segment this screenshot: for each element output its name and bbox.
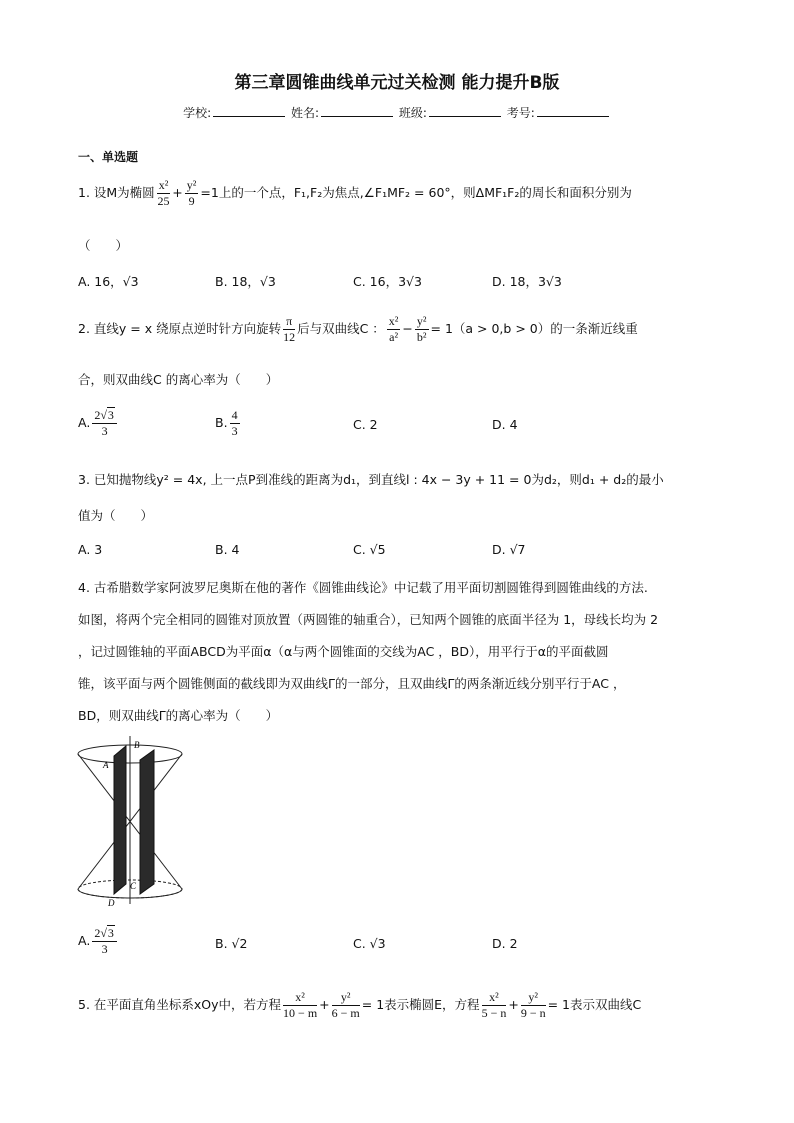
section-heading: 一、单选题: [78, 150, 139, 164]
class-blank[interactable]: [429, 106, 501, 117]
question-3: 3. 已知抛物线y² = 4x, 上一点P到准线的距离为d₁，到直线l : 4x − 3y + 11 = 0为d₂，则d₁ + d₂的最小: [78, 472, 664, 487]
q4-line-2: 如图，将两个完全相同的圆锥对顶放置（两圆锥的轴重合），已知两个圆锥的底面半径为 1，母线长均为 2: [78, 612, 659, 627]
q5-text-b: = 1表示椭圆E，方程: [361, 997, 480, 1012]
q3-text-b: 值为（ ）: [78, 508, 154, 523]
q4-option-d[interactable]: D. 2: [492, 936, 518, 951]
q4-line-3: ，记过圆锥轴的平面ABCD为平面α（α与两个圆锥面的交线为AC ，BD），用平行于α的平面截圆: [78, 644, 609, 659]
q5-text-c: = 1表示双曲线C: [547, 997, 642, 1012]
q2-text-a: 2. 直线y = x 绕原点逆时针方向旋转: [78, 321, 282, 336]
school-blank[interactable]: [213, 106, 285, 117]
label-b: B: [134, 740, 140, 750]
q3-option-c[interactable]: C. √5: [353, 542, 386, 557]
q4-option-a[interactable]: A. $\frac{2√3}{3}$: [78, 926, 119, 957]
q3-option-b[interactable]: B. 4: [215, 542, 240, 557]
double-cone-figure: [70, 734, 190, 912]
q1-option-b[interactable]: B. 18，√3: [215, 274, 276, 289]
q2-option-c[interactable]: C. 2: [353, 417, 378, 432]
label-a: A: [103, 760, 109, 770]
q4-option-a-label: A.: [78, 933, 91, 948]
q2-option-d[interactable]: D. 4: [492, 417, 518, 432]
number-label: 考号:: [506, 106, 535, 120]
name-blank[interactable]: [321, 106, 393, 117]
q2-text-b: 后与双曲线C ：: [297, 321, 385, 336]
number-blank[interactable]: [537, 106, 609, 117]
q1-text-a: 1. 设M为椭圆: [78, 185, 155, 200]
q4-line-5: BD，则双曲线Γ的离心率为（ ）: [78, 708, 279, 723]
q1-option-c[interactable]: C. 16，3√3: [353, 274, 422, 289]
q5-text-a: 5. 在平面直角坐标系xOy中，若方程: [78, 997, 282, 1012]
q4-line-1: 4. 古希腊数学家阿波罗尼奥斯在他的著作《圆锥曲线论》中记载了用平面切割圆锥得到圆锥曲线的方法.: [78, 580, 648, 595]
q2-text-d: 合，则双曲线C 的离心率为（ ）: [78, 372, 279, 387]
q2-option-b[interactable]: B. $\frac{4}{3}$: [215, 408, 238, 438]
q3-option-d[interactable]: D. √7: [492, 542, 526, 557]
name-label: 姓名:: [291, 106, 320, 120]
school-label: 学校:: [183, 106, 212, 120]
label-d: D: [108, 898, 115, 908]
question-2: 2. 直线y = x 绕原点逆时针方向旋转 $\frac{\pi}{12}$ 后与双曲线C ： $\frac{\text{x²}}{\text{a²}}$ − $\frac{\text{y²}}{\text{b²}}$ = 1（a > 0,b > 0）的一条渐近线重: [78, 314, 638, 344]
q2-option-a[interactable]: A. $\frac{2√3}{3}$: [78, 408, 119, 439]
q1-text-b: 上的一个点，F₁,F₂为焦点,∠F₁MF₂ = 60°，则ΔMF₁F₂的周长和面积分别为: [218, 185, 632, 200]
q4-option-c[interactable]: C. √3: [353, 936, 386, 951]
label-c: C: [130, 881, 137, 891]
student-info: [0, 104, 794, 121]
q1-option-a[interactable]: A. 16，√3: [78, 274, 139, 289]
question-5: 5. 在平面直角坐标系xOy中，若方程 $\frac{\text{x²}}{10 - m}$ + $\frac{\text{y²}}{6 - m}$ = 1表示椭圆E，方程 $\frac{\text{x²}}{5 - n}$ + $\frac{\text{y²}}{9 - n}$ = 1表示双曲线C: [78, 990, 642, 1020]
q2-text-c: = 1（a > 0,b > 0）的一条渐近线重: [430, 321, 638, 336]
q2-option-b-label: B.: [215, 415, 228, 430]
page-title: 第三章圆锥曲线单元过关检测 能力提升B版: [234, 73, 560, 93]
q1-paren: （ ）: [78, 238, 129, 253]
class-label: 班级:: [398, 106, 427, 120]
q4-option-b[interactable]: B. √2: [215, 936, 248, 951]
q4-line-4: 锥，该平面与两个圆锥侧面的截线即为双曲线Γ的一部分，且双曲线Γ的两条渐近线分别平行于AC ，: [78, 676, 626, 691]
q2-option-a-label: A.: [78, 415, 91, 430]
q1-option-d[interactable]: D. 18，3√3: [492, 274, 562, 289]
question-1: 1. 设M为椭圆 $\frac{\text{x²}}{25}$ + $\frac{\text{y²}}{9}$ =1上的一个点，F₁,F₂为焦点,∠F₁MF₂ = 60°，则ΔMF₁F₂的周长和面积分别为: [78, 178, 632, 208]
q3-option-a[interactable]: A. 3: [78, 542, 103, 557]
